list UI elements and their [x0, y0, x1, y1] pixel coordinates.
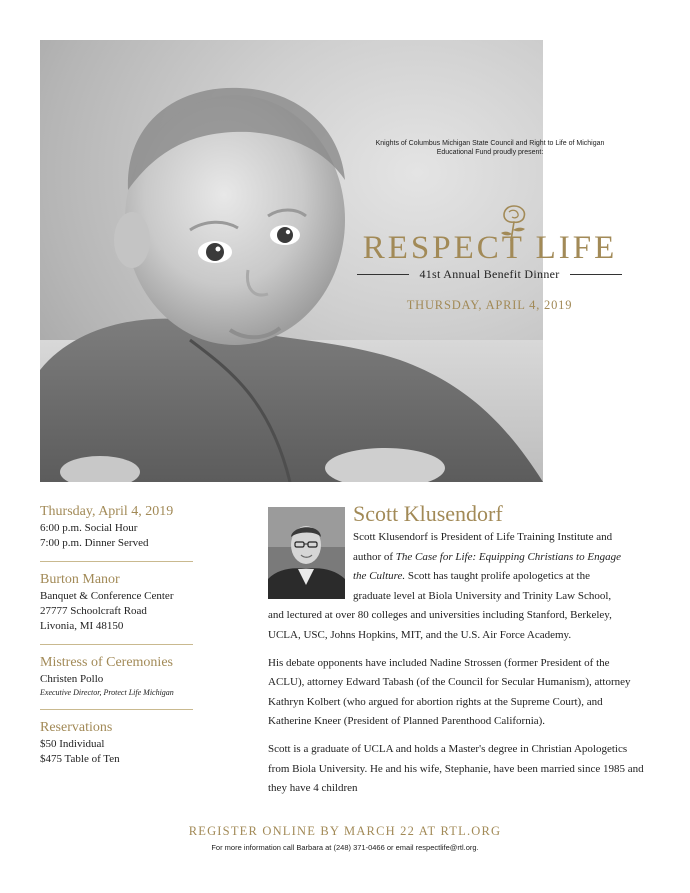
- mc-name: Christen Pollo: [40, 673, 104, 685]
- speaker-name: Scott Klusendorf: [353, 501, 503, 526]
- bio-line: [268, 548, 646, 568]
- contact-info: For more information call Barbara at (248) 371-0466 or email respectlife@rtl.org.: [211, 843, 479, 852]
- mc-heading: Mistress of Ceremonies: [40, 655, 173, 670]
- when-line: 7:00 p.m. Dinner Served: [40, 537, 149, 549]
- presenter-credit: [340, 139, 640, 157]
- register-callout: REGISTER ONLINE BY MARCH 22 AT RTL.ORG: [188, 824, 502, 838]
- bio-paragraph-2: His debate opponents have included Nadine Strossen (former President of the ACLU), attorney Edward Tabash (of the Council for Secular Humanism), attorney Kathryn Kolbert (who argued for abortion rights at the Supreme Court), and Katherine Kneer (President of Planned Parenthood California).: [268, 656, 631, 728]
- bio-line: Scott Klusendorf is President of Life Training Institute and: [353, 531, 613, 543]
- subtitle-row: [357, 267, 622, 282]
- event-subtitle: 41st Annual Benefit Dinner: [419, 267, 560, 281]
- venue-block: [40, 571, 195, 634]
- bio-text: and lectured at over 80 colleges and universities including Stanford, Berkeley, UCLA, USC, Johns Hopkins, MIT, and the U.S. Air Force Academy.: [268, 609, 612, 641]
- presenter-line-2: Educational Fund proudly present:: [436, 149, 544, 156]
- mc-role: Executive Director, Protect Life Michigan: [40, 688, 174, 697]
- book-title-cont: the Culture.: [353, 570, 406, 583]
- bio-line: graduate level at Biola University and Trinity Law School,: [353, 589, 612, 602]
- presenter-line-1: Knights of Columbus Michigan State Council and Right to Life of Michigan: [375, 140, 605, 147]
- when-heading: Thursday, April 4, 2019: [40, 504, 174, 519]
- mc-block: [40, 654, 195, 699]
- subtitle-rule-left: [357, 274, 409, 275]
- divider: [40, 709, 193, 710]
- event-info-column: [40, 503, 195, 777]
- reservations-block: [40, 719, 195, 767]
- reservations-heading: Reservations: [40, 720, 113, 735]
- bio-paragraph-1: [268, 528, 646, 646]
- venue-line: Livonia, MI 48150: [40, 620, 124, 632]
- venue-heading: Burton Manor: [40, 572, 120, 587]
- when-line: 6:00 p.m. Social Hour: [40, 522, 138, 534]
- bio-text: Scott has taught prolife apologetics at the: [405, 570, 590, 583]
- bio-text: author of: [353, 550, 396, 563]
- event-date: THURSDAY, APRIL 4, 2019: [406, 298, 573, 312]
- event-title: RESPECT LIFE: [362, 230, 618, 266]
- venue-line: Banquet & Conference Center: [40, 590, 174, 602]
- divider: [40, 644, 193, 645]
- bio-line: [268, 567, 646, 587]
- reservation-price: $50 Individual: [40, 738, 105, 750]
- divider: [40, 561, 193, 562]
- reservation-price: $475 Table of Ten: [40, 753, 120, 765]
- subtitle-rule-right: [570, 274, 622, 275]
- when-block: [40, 503, 195, 551]
- bio-paragraph-3: Scott is a graduate of UCLA and holds a Master's degree in Christian Apologetics from Biola University. He and his wife, Stephanie, have been married since 1985 and they have 4 children: [268, 742, 644, 795]
- book-title: The Case for Life: Equipping Christians to Engage: [395, 550, 621, 563]
- venue-line: 27777 Schoolcraft Road: [40, 605, 147, 617]
- speaker-bio: [268, 528, 646, 807]
